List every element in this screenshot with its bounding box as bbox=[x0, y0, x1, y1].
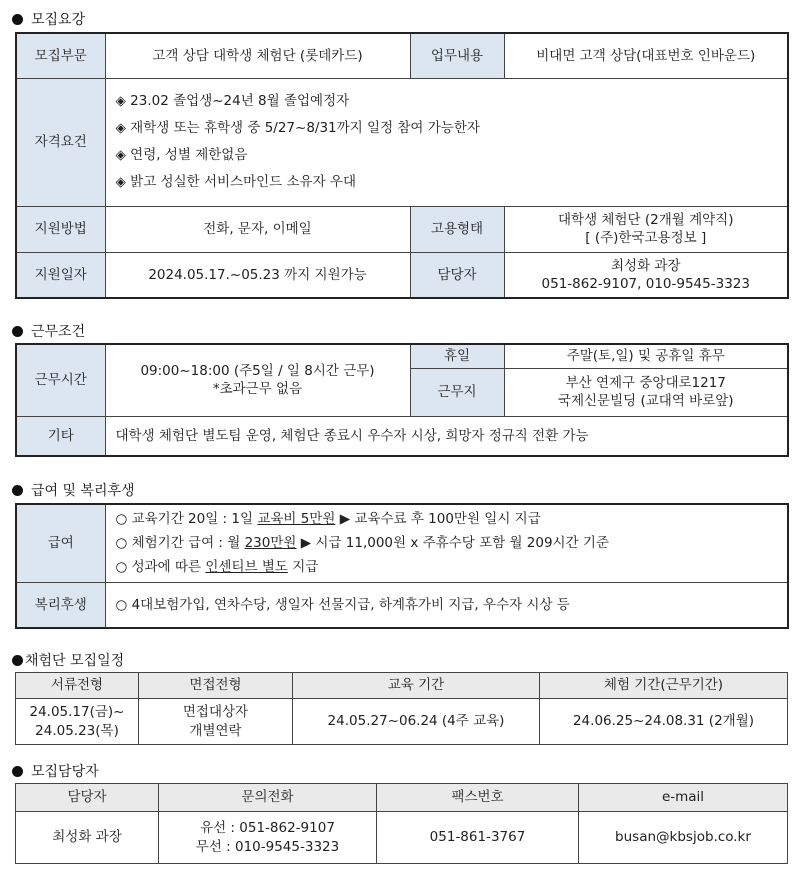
apply-value: 전화, 문자, 이메일 bbox=[105, 206, 410, 252]
schedule-interview-line: 면접대상자 bbox=[182, 704, 249, 721]
contact-value bbox=[504, 252, 788, 298]
schedule-header: 체험 기간(근무기간) bbox=[540, 673, 788, 699]
manager-fax: 051-861-3767 bbox=[377, 812, 579, 864]
work-label: 업무내용 bbox=[410, 33, 504, 78]
hours-value-line: *초과근무 없음 bbox=[212, 381, 303, 398]
pay-line-text: ○ 성과에 따른 bbox=[115, 559, 206, 576]
bullet-dot-icon bbox=[12, 485, 23, 496]
section-title-schedule bbox=[12, 650, 124, 670]
etc-label: 기타 bbox=[16, 416, 105, 456]
section-title-pay bbox=[12, 480, 135, 500]
qual-list bbox=[105, 78, 788, 206]
schedule-header: 교육 기간 bbox=[293, 673, 540, 699]
manager-email[interactable]: busan@kbsjob.co.kr bbox=[579, 812, 788, 864]
manager-header: 팩스번호 bbox=[377, 784, 579, 812]
etc-value: 대학생 체험단 별도팀 운영, 체험단 종료시 우수자 시상, 희망자 정규직 전환 가능 bbox=[105, 416, 788, 456]
work-value: 비대면 고객 상담(대표번호 인바운드) bbox=[504, 33, 788, 78]
section-title-text: 근무조건 bbox=[31, 324, 86, 340]
pay-line-text: ▶ 교육수료 후 100만원 일시 지급 bbox=[335, 511, 541, 528]
place-value bbox=[504, 368, 788, 416]
section-title-text: 채험단 모집일정 bbox=[25, 653, 125, 669]
pay-line-underlined: 교육비 5만원 bbox=[257, 511, 336, 528]
manager-header: 문의전화 bbox=[159, 784, 377, 812]
hours-value bbox=[105, 344, 410, 416]
section-title-text: 급여 및 복리후생 bbox=[31, 483, 135, 499]
dept-label: 모집부문 bbox=[16, 33, 105, 78]
pay-line-underlined: 인센티브 별도 bbox=[205, 559, 288, 576]
place-value-line: 국제신문빌딩 (교대역 바로앞) bbox=[557, 393, 734, 409]
emp-value-line: [ (주)한국고용정보 ] bbox=[585, 230, 707, 246]
place-label: 근무지 bbox=[410, 368, 504, 416]
qual-item: ◈ 재학생 또는 휴학생 중 5/27~8/31까지 일정 참여 가능한자 bbox=[115, 120, 480, 136]
pay-lines bbox=[105, 504, 788, 582]
welfare-value: ○ 4대보험가입, 연차수당, 생일자 선물지급, 하계휴가비 지급, 우수자 시상 등 bbox=[105, 582, 788, 628]
hours-value-line: 09:00~18:00 (주5일 / 일 8시간 근무) bbox=[140, 363, 375, 380]
bullet-dot-icon bbox=[12, 766, 23, 777]
schedule-interview bbox=[139, 699, 293, 745]
dept-value: 고객 상담 대학생 체험단 (롯데카드) bbox=[105, 33, 410, 78]
emp-label: 고용형태 bbox=[410, 206, 504, 252]
pay-line-text: 지급 bbox=[287, 559, 319, 576]
section-title-manager bbox=[12, 761, 99, 781]
qual-label: 자격요건 bbox=[16, 78, 105, 206]
pay-line-underlined: 230만원 bbox=[244, 535, 297, 552]
welfare-label: 복리후생 bbox=[16, 582, 105, 628]
rest-label: 휴일 bbox=[410, 344, 504, 368]
pay-line bbox=[116, 507, 784, 531]
manager-header: 담당자 bbox=[16, 784, 159, 812]
manager-phone bbox=[159, 812, 377, 864]
manager-header: e-mail bbox=[579, 784, 788, 812]
section-title-text: 모집담당자 bbox=[31, 764, 99, 780]
pay-table bbox=[15, 503, 789, 629]
date-value: 2024.05.17.~05.23 까지 지원가능 bbox=[105, 252, 410, 298]
apply-label: 지원방법 bbox=[16, 206, 105, 252]
schedule-interview-line: 개별연락 bbox=[189, 722, 242, 739]
work-table bbox=[15, 343, 789, 457]
pay-line bbox=[116, 555, 784, 579]
bullet-dot-icon bbox=[12, 655, 23, 666]
manager-table bbox=[15, 783, 788, 864]
pay-line bbox=[116, 531, 784, 555]
manager-phone-line: 무선 : 010-9545-3323 bbox=[195, 838, 340, 855]
pay-line-text: ▶ 시급 11,000원 x 주휴수당 포함 월 209시간 기준 bbox=[296, 535, 610, 552]
qual-item: ◈ 밝고 성실한 서비스마인드 소유자 우대 bbox=[115, 174, 356, 190]
section-title-recruit bbox=[12, 9, 85, 29]
schedule-header: 면접전형 bbox=[139, 673, 293, 699]
hours-label: 근무시간 bbox=[16, 344, 105, 416]
schedule-exp: 24.06.25~24.08.31 (2개월) bbox=[540, 699, 788, 745]
qual-item: ◈ 연령, 성별 제한없음 bbox=[115, 147, 248, 163]
bullet-dot-icon bbox=[12, 326, 23, 337]
pay-label: 급여 bbox=[16, 504, 105, 582]
schedule-doc-line: 24.05.17(금)~ bbox=[29, 704, 125, 721]
schedule-header: 서류전형 bbox=[16, 673, 139, 699]
schedule-doc-line: 24.05.23(목) bbox=[35, 722, 119, 739]
place-value-line: 부산 연제구 중앙대로1217 bbox=[565, 374, 726, 391]
recruit-table bbox=[15, 32, 789, 299]
section-title-work bbox=[12, 321, 85, 341]
date-label: 지원일자 bbox=[16, 252, 105, 298]
schedule-table bbox=[15, 672, 788, 745]
schedule-doc bbox=[16, 699, 139, 745]
schedule-edu: 24.05.27~06.24 (4주 교육) bbox=[293, 699, 540, 745]
manager-phone-line: 유선 : 051-862-9107 bbox=[200, 820, 335, 837]
bullet-dot-icon bbox=[12, 14, 23, 25]
rest-value: 주말(토,일) 및 공휴일 휴무 bbox=[504, 344, 788, 368]
manager-name: 최성화 과장 bbox=[16, 812, 159, 864]
emp-value-line: 대학생 체험단 (2개월 계약직) bbox=[558, 211, 734, 228]
contact-label: 담당자 bbox=[410, 252, 504, 298]
pay-line-text: ○ 체험기간 급여 : 월 bbox=[115, 535, 245, 552]
emp-value bbox=[504, 206, 788, 252]
contact-value-line: 최성화 과장 bbox=[611, 257, 681, 274]
qual-item: ◈ 23.02 졸업생~24년 8월 졸업예정자 bbox=[115, 93, 350, 109]
pay-line-text: ○ 교육기간 20일 : 1일 bbox=[115, 511, 258, 528]
section-title-text: 모집요강 bbox=[31, 12, 86, 28]
contact-value-line: 051-862-9107, 010-9545-3323 bbox=[541, 275, 750, 292]
